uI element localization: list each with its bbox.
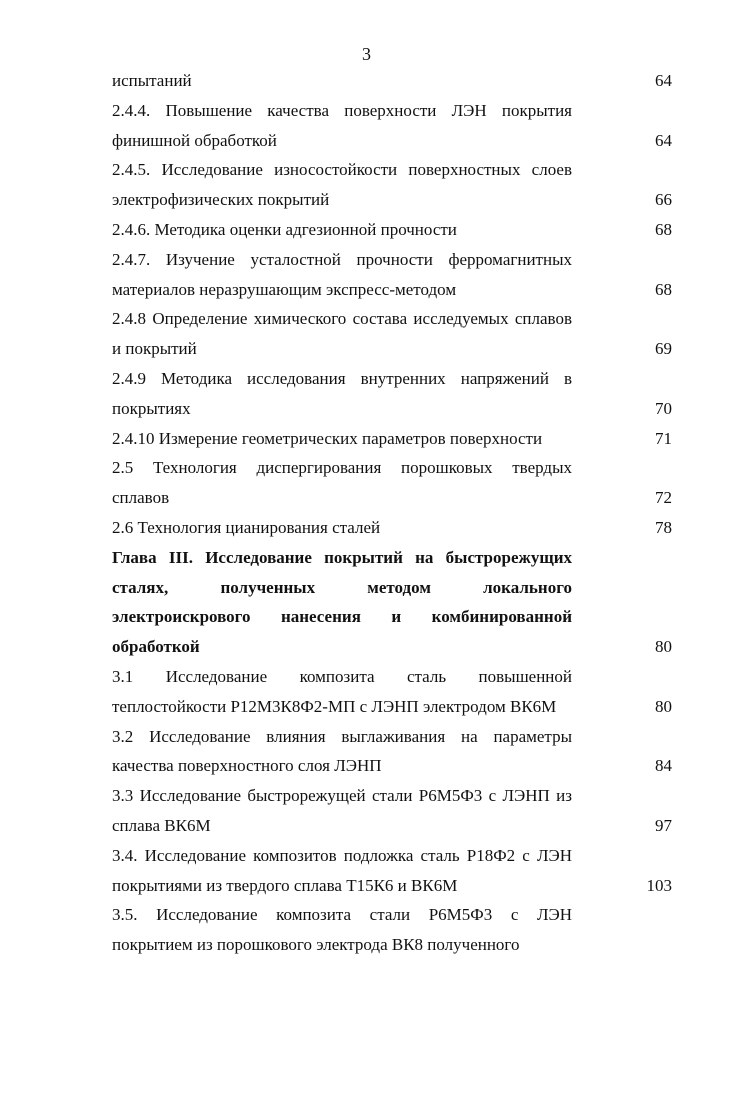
toc-entry-line: 2.6 Технология цианирования сталей: [112, 517, 381, 537]
toc-entry: [112, 364, 672, 424]
toc-entry: [112, 662, 672, 722]
toc-entry-line: обработкой: [112, 637, 200, 657]
toc-entry-line: 3.1 Исследование композита сталь повышенной: [112, 666, 572, 686]
toc-entry-page: 64: [655, 71, 672, 90]
toc-entry-line: покрытием из порошкового электрода ВК8 полученного: [112, 935, 520, 955]
toc-entry-title: [112, 513, 572, 543]
toc-entry-title: [112, 662, 572, 722]
toc-entry-line: 3.3 Исследование быстрорежущей стали Р6М5Ф3 с ЛЭНП из: [112, 786, 572, 806]
toc-entry-title: [112, 841, 572, 901]
toc-entry-line: электроискрового нанесения и комбинированной: [112, 607, 572, 627]
toc-entry-line: финишной обработкой: [112, 130, 277, 150]
table-of-contents: [112, 66, 672, 960]
toc-entry-line: сталях, полученных методом локального: [112, 577, 572, 597]
toc-entry-title: [112, 245, 572, 305]
toc-entry-line: теплостойкости Р12М3К8Ф2-МП с ЛЭНП электродом ВК6М: [112, 696, 557, 716]
toc-entry-page: 84: [655, 756, 672, 776]
toc-entry-line: электрофизических покрытий: [112, 190, 330, 210]
toc-entry-line: покрытиями из твердого сплава Т15К6 и ВК6М: [112, 875, 458, 895]
toc-entry-title: [112, 215, 572, 245]
toc-entry-line: испытаний: [112, 71, 192, 90]
toc-entry-line: 2.4.10 Измерение геометрических параметров поверхности: [112, 428, 543, 448]
toc-entry-page: 69: [655, 339, 672, 359]
toc-entry-title: [112, 155, 572, 215]
toc-entry-page: 71: [655, 428, 672, 448]
toc-entry-title: [112, 66, 572, 96]
toc-entry-line: покрытиях: [112, 398, 191, 418]
toc-entry-title: [112, 424, 572, 454]
toc-entry-line: 3.5. Исследование композита стали Р6М5Ф3 с ЛЭН: [112, 905, 572, 925]
toc-entry: [112, 66, 672, 96]
toc-entry-title: [112, 543, 572, 662]
toc-entry-title: [112, 900, 572, 960]
page-number: 3: [362, 44, 371, 64]
toc-entry-title: [112, 781, 572, 841]
toc-entry-line: 2.4.7. Изучение усталостной прочности ферромагнитных: [112, 249, 572, 269]
toc-entry-title: [112, 304, 572, 364]
toc-entry-line: сплавов: [112, 488, 170, 508]
toc-entry: [112, 424, 672, 454]
toc-entry: [112, 722, 672, 782]
toc-entry-page: 68: [655, 279, 672, 299]
toc-entry-page: 103: [646, 875, 672, 895]
toc-entry-page: 70: [655, 398, 672, 418]
toc-entry-title: [112, 96, 572, 156]
toc-entry-page: 80: [655, 637, 672, 657]
toc-entry-line: 2.5 Технология диспергирования порошковых твердых: [112, 458, 572, 478]
toc-entry-line: 3.2 Исследование влияния выглаживания на параметры: [112, 726, 572, 746]
toc-entry-title: [112, 453, 572, 513]
toc-entry-title: [112, 722, 572, 782]
toc-entry: [112, 304, 672, 364]
toc-entry-line: 2.4.8 Определение химического состава исследуемых сплавов: [112, 309, 572, 329]
toc-entry: [112, 453, 672, 513]
toc-entry-page: 78: [655, 517, 672, 537]
toc-entry-title: [112, 364, 572, 424]
toc-entry-page: 68: [655, 219, 672, 239]
toc-entry-line: материалов неразрушающим экспресс-методом: [112, 279, 457, 299]
toc-entry-line: 2.4.6. Методика оценки адгезионной прочности: [112, 219, 457, 239]
toc-entry: [112, 96, 672, 156]
toc-entry-page: 64: [655, 130, 672, 150]
toc-entry-page: 66: [655, 190, 672, 210]
toc-entry-line: 3.4. Исследование композитов подложка сталь Р18Ф2 с ЛЭН: [112, 845, 572, 865]
toc-entry-line: сплава ВК6М: [112, 815, 211, 835]
toc-entry: [112, 513, 672, 543]
toc-entry: [112, 841, 672, 901]
toc-entry: [112, 155, 672, 215]
toc-entry-page: 72: [655, 488, 672, 508]
toc-entry-line: качества поверхностного слоя ЛЭНП: [112, 756, 382, 776]
toc-entry-line: 2.4.9 Методика исследования внутренних напряжений в: [112, 368, 572, 388]
toc-entry-page: 80: [655, 696, 672, 716]
toc-entry: [112, 781, 672, 841]
toc-entry: [112, 900, 672, 960]
toc-entry-line: и покрытий: [112, 339, 197, 359]
toc-entry-page: 97: [655, 815, 672, 835]
toc-entry-line: 2.4.4. Повышение качества поверхности ЛЭН покрытия: [112, 100, 572, 120]
toc-entry-line: 2.4.5. Исследование износостойкости поверхностных слоев: [112, 160, 572, 180]
toc-entry-line: Глава III. Исследование покрытий на быстрорежущих: [112, 547, 572, 567]
toc-entry: [112, 543, 672, 662]
toc-entry: [112, 245, 672, 305]
toc-entry: [112, 215, 672, 245]
